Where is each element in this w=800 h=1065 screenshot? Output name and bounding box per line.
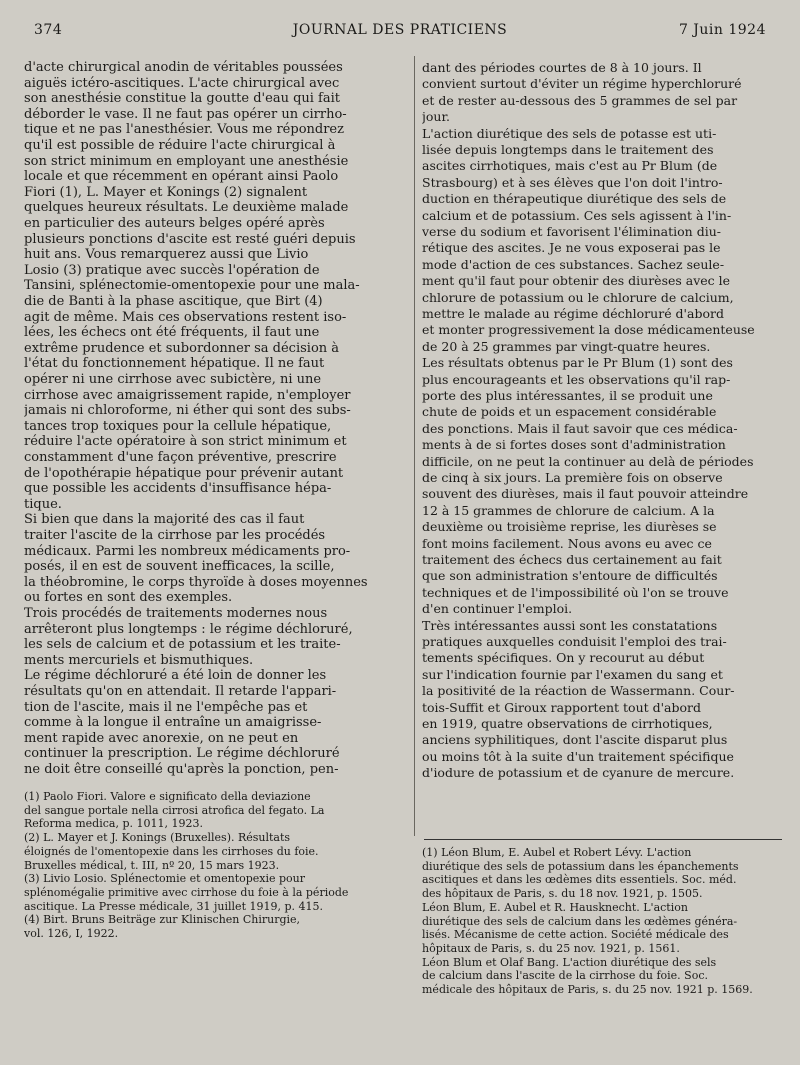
text-line: font moins facilement. Nous avons eu avec ce	[422, 535, 712, 551]
text-line: ascites cirrhotiques, mais c'est au Pr Blum (de	[422, 158, 718, 174]
footnote-line: ascitique. La Presse médicale, 31 juillet 1919, p. 415.	[24, 899, 323, 913]
text-line: des ponctions. Mais il faut savoir que ces médica-	[422, 420, 738, 436]
text-line: Si bien que dans la majorité des cas il faut	[24, 512, 305, 528]
text-line: L'action diurétique des sels de potasse est uti-	[422, 125, 717, 141]
footnote-line: de calcium dans l'ascite de la cirrhose du foie. Soc.	[422, 969, 708, 983]
text-line: résultats qu'on en attendait. Il retarde l'appari-	[24, 684, 337, 699]
text-line: chlorure de potassium ou le chlorure de calcium,	[422, 289, 734, 305]
text-line: ment qu'il faut pour obtenir des diurèses avec le	[422, 273, 731, 289]
text-line: réduire l'acte opératoire à son strict minimum et	[24, 434, 347, 450]
column-divider	[414, 56, 415, 836]
text-line: ou moins tôt à la suite d'un traitement spécifique	[422, 748, 734, 764]
footnote-line: hôpitaux de Paris, s. du 25 nov. 1921, p. 1561.	[422, 941, 680, 955]
text-line: en particulier des auteurs belges opéré après	[24, 216, 325, 231]
text-line: ments à de si fortes doses sont d'administration	[422, 437, 726, 453]
text-line: et de rester au-dessous des 5 grammes de sel par	[422, 92, 738, 108]
footnote-line: (2) L. Mayer et J. Konings (Bruxelles). Résultats	[24, 831, 291, 845]
text-line: ments mercuriels et bismuthiques.	[24, 652, 254, 668]
text-line: sur l'indication fournie par l'examen du sang et	[422, 666, 723, 682]
footnote-line: ascitiques et dans les œdèmes dits essentiels. Soc. méd.	[422, 873, 737, 887]
text-line: Les résultats obtenus par le Pr Blum (1) sont des	[422, 355, 733, 371]
journal-title: JOURNAL DES PRATICIENS	[292, 22, 508, 38]
text-line: souvent des diurèses, mais il faut pouvoir atteindre	[422, 486, 749, 502]
text-line: la théobromine, le corps thyroïde à doses moyennes	[24, 574, 368, 590]
text-line: son strict minimum en employant une anesthésie	[24, 153, 349, 169]
footnote-line: médicale des hôpitaux de Paris, s. du 25 nov. 1921 p. 1569.	[422, 983, 753, 996]
text-line: aiguës ictéro-ascitiques. L'acte chirurgical avec	[24, 75, 340, 91]
text-line: lées, les échecs ont été fréquents, il faut une	[24, 325, 320, 341]
text-line: jour.	[422, 109, 451, 125]
text-line: huit ans. Vous remarquerez aussi que Livio	[24, 247, 309, 263]
text-line: d'en continuer l'emploi.	[422, 601, 573, 617]
text-line: déborder le vase. Il ne faut pas opérer un cirrho-	[24, 106, 347, 122]
text-line: dant des périodes courtes de 8 à 10 jours. Il	[422, 60, 702, 75]
text-line: cirrhose avec amaigrissement rapide, n'employer	[24, 387, 351, 403]
text-line: posés, il en est de souvent inefficaces, la scille,	[24, 559, 335, 575]
text-line: tements spécifiques. On y recourut au début	[422, 650, 705, 666]
text-line: ne doit être conseillé qu'après la ponction, pen-	[24, 762, 339, 777]
text-line: die de Banti à la phase ascitique, que Birt (4)	[24, 294, 323, 309]
text-line: ment rapide avec anorexie, on ne peut en	[24, 730, 299, 746]
footnote-line: Léon Blum, E. Aubel et R. Hausknecht. L'action	[422, 900, 688, 914]
text-line: mode d'action de ces substances. Sachez seule-	[422, 256, 725, 272]
text-line: porte des plus intéressantes, il se produit une	[422, 388, 713, 403]
footnote-line: diurétique des sels de calcium dans les œdèmes généra-	[422, 914, 738, 928]
text-line: anciens syphilitiques, dont l'ascite disparut plus	[422, 732, 728, 748]
text-line: de cinq à six jours. La première fois on observe	[422, 470, 723, 485]
text-line: continuer la prescription. Le régime déchloruré	[24, 746, 340, 762]
text-line: Le régime déchloruré a été loin de donner les	[24, 668, 327, 684]
text-line: agit de même. Mais ces observations restent iso-	[24, 309, 347, 325]
footnote-line: del sangue portale nella cirrosi atrofica del fegato. La	[24, 803, 325, 817]
text-line: traitement des échecs dus certainement au fait	[422, 552, 722, 567]
text-line: son anesthésie constitue la goutte d'eau qui fait	[24, 91, 340, 107]
text-line: rétique des ascites. Je ne vous exposerai pas le	[422, 240, 721, 256]
footnote-line: (1) Paolo Fiori. Valore e significato della deviazione	[24, 790, 311, 803]
text-line: difficile, on ne peut la continuer au delà de périodes	[422, 453, 754, 469]
text-line: tion de l'ascite, mais il ne l'empêche pas et	[24, 699, 308, 715]
text-line: locale et que récemment en opérant ainsi Paolo	[24, 169, 339, 185]
text-line: que son administration s'entoure de difficultés	[422, 568, 718, 584]
footnote-line: éloignés de l'omentopexie dans les cirrhoses du foie.	[24, 844, 319, 858]
text-line: arrêteront plus longtemps : le régime déchloruré,	[24, 621, 353, 637]
text-line: Fiori (1), L. Mayer et Konings (2) signalent	[24, 184, 308, 200]
footnote-line: des hôpitaux de Paris, s. du 18 nov. 1921, p. 1505.	[422, 887, 703, 901]
text-line: calcium et de potassium. Ces sels agissent à l'in-	[422, 207, 732, 223]
text-line: deuxième ou troisième reprise, les diurèses se	[422, 519, 717, 535]
text-line: tois-Suffit et Giroux rapportent tout d'abord	[422, 699, 702, 715]
text-line: l'état du fonctionnement hépatique. Il ne faut	[24, 356, 325, 372]
footnote-rule	[424, 839, 782, 840]
text-line: Trois procédés de traitements modernes nous	[24, 606, 328, 621]
text-line: comme à la longue il entraîne un amaigrisse-	[24, 715, 322, 731]
text-line: les sels de calcium et de potassium et les traite-	[24, 637, 341, 653]
text-line: Losio (3) pratique avec succès l'opération de	[24, 262, 320, 278]
text-line: et monter progressivement la dose médicamenteuse	[422, 322, 755, 338]
text-line: de 20 à 25 grammes par vingt-quatre heures.	[422, 338, 711, 354]
text-line: traiter l'ascite de la cirrhose par les procédés	[24, 528, 326, 543]
text-line: tique.	[24, 496, 62, 512]
footnote-line: diurétique des sels de potassium dans les épanchements	[422, 859, 739, 873]
text-line: plusieurs ponctions d'ascite est resté guéri depuis	[24, 231, 356, 247]
text-line: de l'opothérapie hépatique pour prévenir autant	[24, 465, 344, 481]
text-line: lisée depuis longtemps dans le traitement des	[422, 142, 714, 157]
footnote-line: Léon Blum et Olaf Bang. L'action diurétique des sels	[422, 955, 717, 969]
text-line: ou fortes en sont des exemples.	[24, 590, 233, 606]
footnote-line: lisés. Mécanisme de cette action. Société médicale des	[422, 928, 729, 942]
text-line: duction en thérapeutique diurétique des sels de	[422, 191, 727, 207]
text-line: la positivité de la réaction de Wassermann. Cour-	[422, 683, 735, 699]
text-line: techniques et de l'impossibilité où l'on se trouve	[422, 584, 729, 600]
text-line: Très intéressantes aussi sont les constatations	[422, 617, 718, 633]
footnote-line: (3) Livio Losio. Splénectomie et omentopexie pour	[24, 872, 306, 886]
footnote-line: Bruxelles médical, t. III, nº 20, 15 mars 1923.	[24, 858, 280, 872]
footnote-line: vol. 126, I, 1922.	[24, 927, 119, 940]
text-line: tique et ne pas l'anesthésier. Vous me répondrez	[24, 122, 344, 138]
text-line: en 1919, quatre observations de cirrhotiques,	[422, 716, 713, 731]
text-line: Tansini, splénectomie-omentopexie pour une mala-	[24, 278, 360, 294]
footnote-line: splénomégalie primitive avec cirrhose du foie à la période	[24, 885, 349, 899]
text-line: pratiques auxquelles conduisit l'emploi des trai-	[422, 634, 727, 649]
text-line: médicaux. Parmi les nombreux médicaments pro-	[24, 543, 351, 559]
text-line: chute de poids et un espacement considérable	[422, 404, 717, 420]
footnote-line: (1) Léon Blum, E. Aubel et Robert Lévy. L'action	[422, 846, 692, 859]
text-line: que possible les accidents d'insuffisance hépa-	[24, 481, 332, 497]
text-line: d'iodure de potassium et de cyanure de mercure.	[422, 765, 735, 781]
text-line: Strasbourg) et à ses élèves que l'on doit l'intro-	[422, 174, 723, 190]
text-line: opérer ni une cirrhose avec subictère, ni une	[24, 372, 322, 387]
footnote-line: (4) Birt. Bruns Beiträge zur Klinischen Chirurgie,	[24, 913, 301, 927]
text-line: d'acte chirurgical anodin de véritables poussées	[24, 60, 343, 75]
text-line: quelques heureux résultats. Le deuxième malade	[24, 200, 349, 216]
text-line: jamais ni chloroforme, ni éther qui sont des subs-	[24, 403, 351, 419]
running-header	[34, 22, 766, 42]
text-line: verse du sodium et favorisent l'élimination diu-	[422, 224, 721, 239]
text-line: plus encourageants et les observations qu'il rap-	[422, 371, 731, 387]
page-number: 374	[34, 22, 63, 38]
text-line: extrême prudence et subordonner sa décision à	[24, 340, 340, 356]
text-line: convient surtout d'éviter un régime hyperchloruré	[422, 76, 742, 92]
text-line: tances trop toxiques pour la cellule hépatique,	[24, 418, 332, 434]
text-line: mettre le malade au régime déchloruré d'abord	[422, 306, 724, 321]
text-line: constamment d'une façon préventive, prescrire	[24, 450, 337, 465]
text-line: qu'il est possible de réduire l'acte chirurgical à	[24, 138, 336, 153]
footnote-line: Reforma medica, p. 1011, 1923.	[24, 817, 203, 831]
text-line: 12 à 15 grammes de chlorure de calcium. A la	[422, 502, 715, 518]
issue-date: 7 Juin 1924	[678, 22, 766, 38]
